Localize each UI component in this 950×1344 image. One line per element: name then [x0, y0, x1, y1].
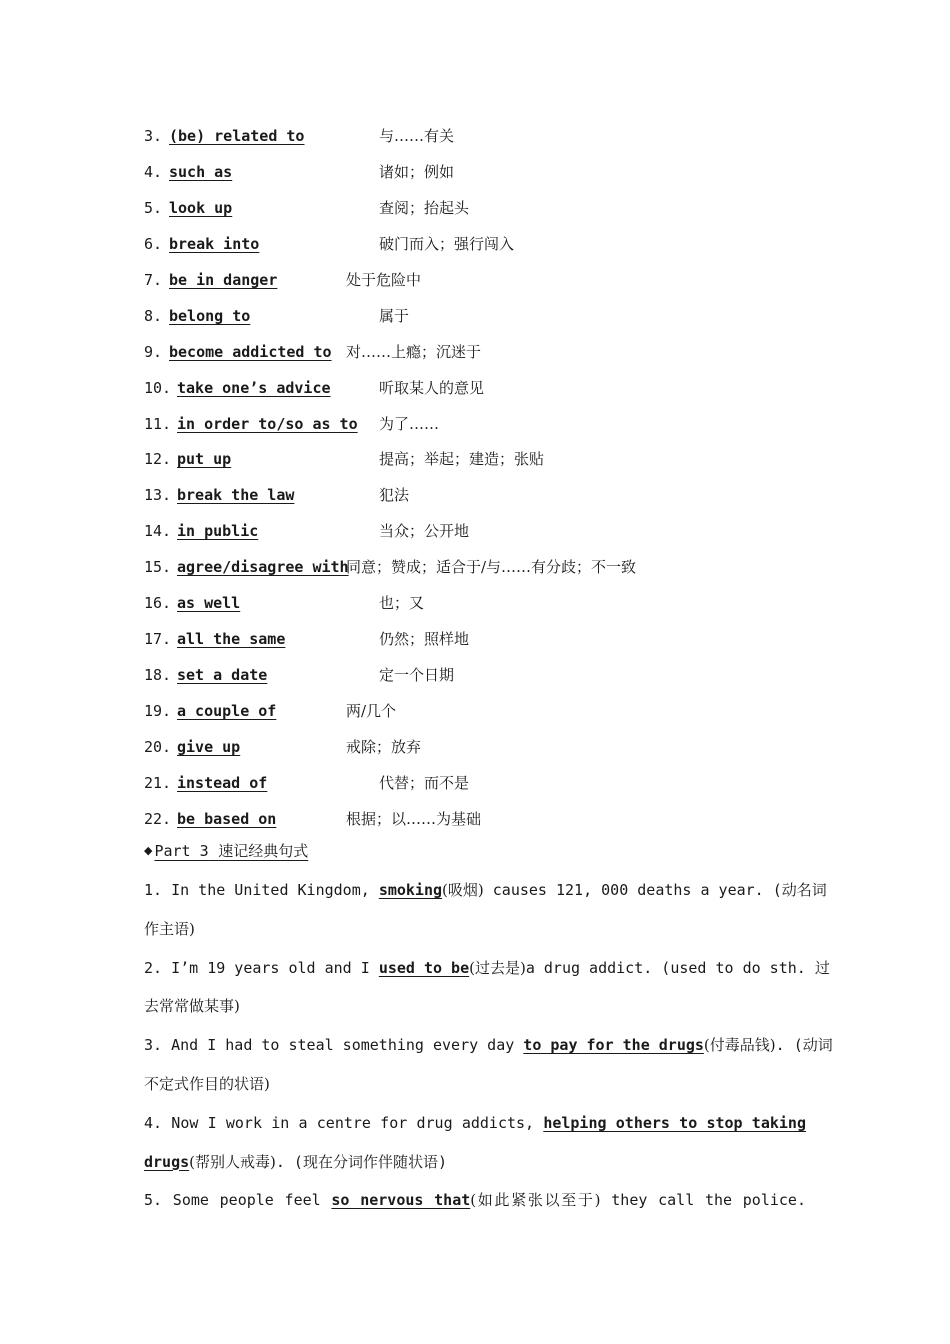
list-item: [144, 627, 824, 663]
sentence-text: 1. In the United Kingdom,: [144, 881, 379, 899]
list-item: [144, 196, 824, 232]
meaning: 查阅；抬起头: [379, 198, 470, 217]
list-item: [144, 591, 824, 627]
meaning: 处于危险中: [346, 270, 422, 289]
item-number: 22.: [144, 809, 172, 828]
phrase: such as: [169, 162, 233, 181]
sentence-line: [144, 1070, 806, 1109]
meaning: 根据；以……为基础: [346, 809, 482, 828]
list-item: [144, 447, 824, 483]
sentence-text: they call the police.: [600, 1191, 806, 1210]
key-phrase: smoking: [378, 881, 443, 899]
phrase: a couple of: [177, 702, 277, 720]
meaning: 对……上瘾；沉迷于: [346, 342, 482, 361]
sentence-text: 3. And I had to steal something every day: [144, 1036, 524, 1055]
item-number: 18.: [144, 666, 172, 685]
phrase: instead of: [177, 773, 268, 792]
item-number: 14.: [144, 522, 172, 541]
list-item: [144, 376, 824, 412]
phrase: set a date: [177, 666, 268, 685]
sentence-text: 2. I’m 19 years old and I: [144, 958, 379, 977]
sentence-text: 4. Now I work in a centre for drug addicts,: [144, 1113, 544, 1132]
meaning: 犯法: [379, 486, 410, 505]
item-number: 12.: [144, 450, 172, 469]
list-item: [144, 771, 824, 807]
item-number: 16.: [144, 594, 172, 613]
list-item: [144, 699, 824, 735]
phrase: in public: [177, 522, 259, 541]
phrase: put up: [177, 450, 232, 469]
item-number: 6.: [144, 234, 163, 253]
item-number: 10.: [144, 378, 172, 397]
phrase: all the same: [177, 630, 286, 649]
gloss: (帮别人戒毒): [189, 1152, 276, 1171]
meaning: 与……有关: [379, 127, 455, 145]
part-label: Part 3: [154, 842, 209, 860]
sentence-text: a drug addict. (used to do sth. 过: [525, 958, 830, 977]
meaning: 定一个日期: [379, 666, 455, 685]
diamond-bullet-icon: ◆: [144, 844, 153, 857]
sentence-line: [144, 1109, 806, 1148]
key-phrase: drugs: [144, 1152, 190, 1171]
meaning: 戒除；放弃: [346, 737, 422, 756]
item-number: 7.: [144, 270, 163, 289]
item-number: 20.: [144, 737, 172, 756]
phrase: become addicted to: [169, 342, 332, 361]
meaning: 提高；举起；建造；张贴: [379, 450, 545, 469]
meaning: 两/几个: [346, 702, 397, 720]
sentence-note: 不定式作目的状语): [144, 1074, 270, 1093]
meaning: 属于: [379, 306, 410, 325]
section-heading: [144, 840, 322, 862]
list-item: [144, 268, 824, 304]
meaning: 也；又: [379, 594, 425, 613]
part-title: 速记经典句式: [218, 842, 309, 860]
list-item: [144, 412, 824, 448]
sentence-note: 去常常做某事): [144, 997, 240, 1016]
meaning: 仍然；照样地: [379, 630, 470, 649]
meaning: 为了……: [379, 414, 440, 433]
key-phrase: helping others to stop taking: [543, 1113, 806, 1132]
phrase: in order to/so as to: [177, 414, 358, 433]
sentence-text: 5. Some people feel: [144, 1191, 332, 1210]
item-number: 17.: [144, 630, 172, 649]
list-item: [144, 519, 824, 555]
list-item: [144, 160, 824, 196]
key-phrase: used to be: [378, 958, 470, 977]
item-number: 13.: [144, 486, 172, 505]
gloss: (过去是): [469, 958, 526, 977]
item-number: 8.: [144, 306, 163, 325]
meaning: 诸如；例如: [379, 162, 455, 181]
list-item: [144, 304, 824, 340]
list-item: [144, 232, 824, 268]
item-number: 3.: [144, 127, 163, 145]
item-number: 15.: [144, 558, 172, 577]
sentence-text: . (现在分词作伴随状语): [275, 1152, 447, 1171]
phrase: be in danger: [169, 270, 278, 289]
phrase: take one’s advice: [177, 378, 331, 397]
list-item: [144, 807, 824, 843]
item-number: 21.: [144, 773, 172, 792]
meaning: 听取某人的意见: [379, 378, 485, 397]
list-item: [144, 663, 824, 699]
sentence-text: . (动词: [775, 1036, 833, 1055]
sentence-line: [144, 915, 806, 954]
phrase: look up: [169, 198, 233, 217]
phrase: belong to: [169, 306, 251, 325]
meaning: 代替；而不是: [379, 773, 470, 792]
gloss: (付毒品钱): [703, 1036, 776, 1055]
list-item: [144, 340, 824, 376]
item-number: 5.: [144, 198, 163, 217]
item-number: 11.: [144, 414, 172, 433]
phrase: be based on: [177, 809, 277, 828]
item-number: 9.: [144, 342, 163, 361]
meaning: 当众；公开地: [379, 522, 470, 541]
list-item: [144, 555, 824, 591]
sentence-text: causes 121, 000 deaths a year. (动名词: [483, 881, 827, 899]
phrase: agree/disagree with: [177, 558, 349, 577]
phrase: (be) related to: [169, 127, 305, 145]
key-phrase: so nervous that: [331, 1191, 471, 1210]
list-item: [144, 124, 824, 160]
key-phrase: to pay for the drugs: [523, 1036, 704, 1055]
phrase: give up: [177, 737, 241, 756]
phrase: break into: [169, 234, 260, 253]
key-sentences: [144, 876, 833, 1225]
sentence-line: [144, 1148, 806, 1187]
sentence-line: [144, 1031, 833, 1070]
sentence-line: [144, 1186, 806, 1225]
gloss: (吸烟): [442, 881, 484, 899]
phrase: as well: [177, 594, 241, 613]
sentence-line: [144, 876, 827, 915]
sentence-line: [144, 992, 806, 1031]
phrase: break the law: [177, 486, 295, 505]
meaning: 破门而入；强行闯入: [379, 234, 515, 253]
list-item: [144, 483, 824, 519]
vocabulary-list: [144, 124, 824, 843]
gloss: (如此紧张以至于): [470, 1191, 601, 1210]
item-number: 4.: [144, 162, 163, 181]
item-number: 19.: [144, 702, 172, 720]
sentence-note: 作主语): [144, 919, 195, 938]
meaning: 同意；赞成；适合于/与……有分歧；不一致: [346, 558, 637, 577]
list-item: [144, 735, 824, 771]
sentence-line: [144, 954, 830, 993]
